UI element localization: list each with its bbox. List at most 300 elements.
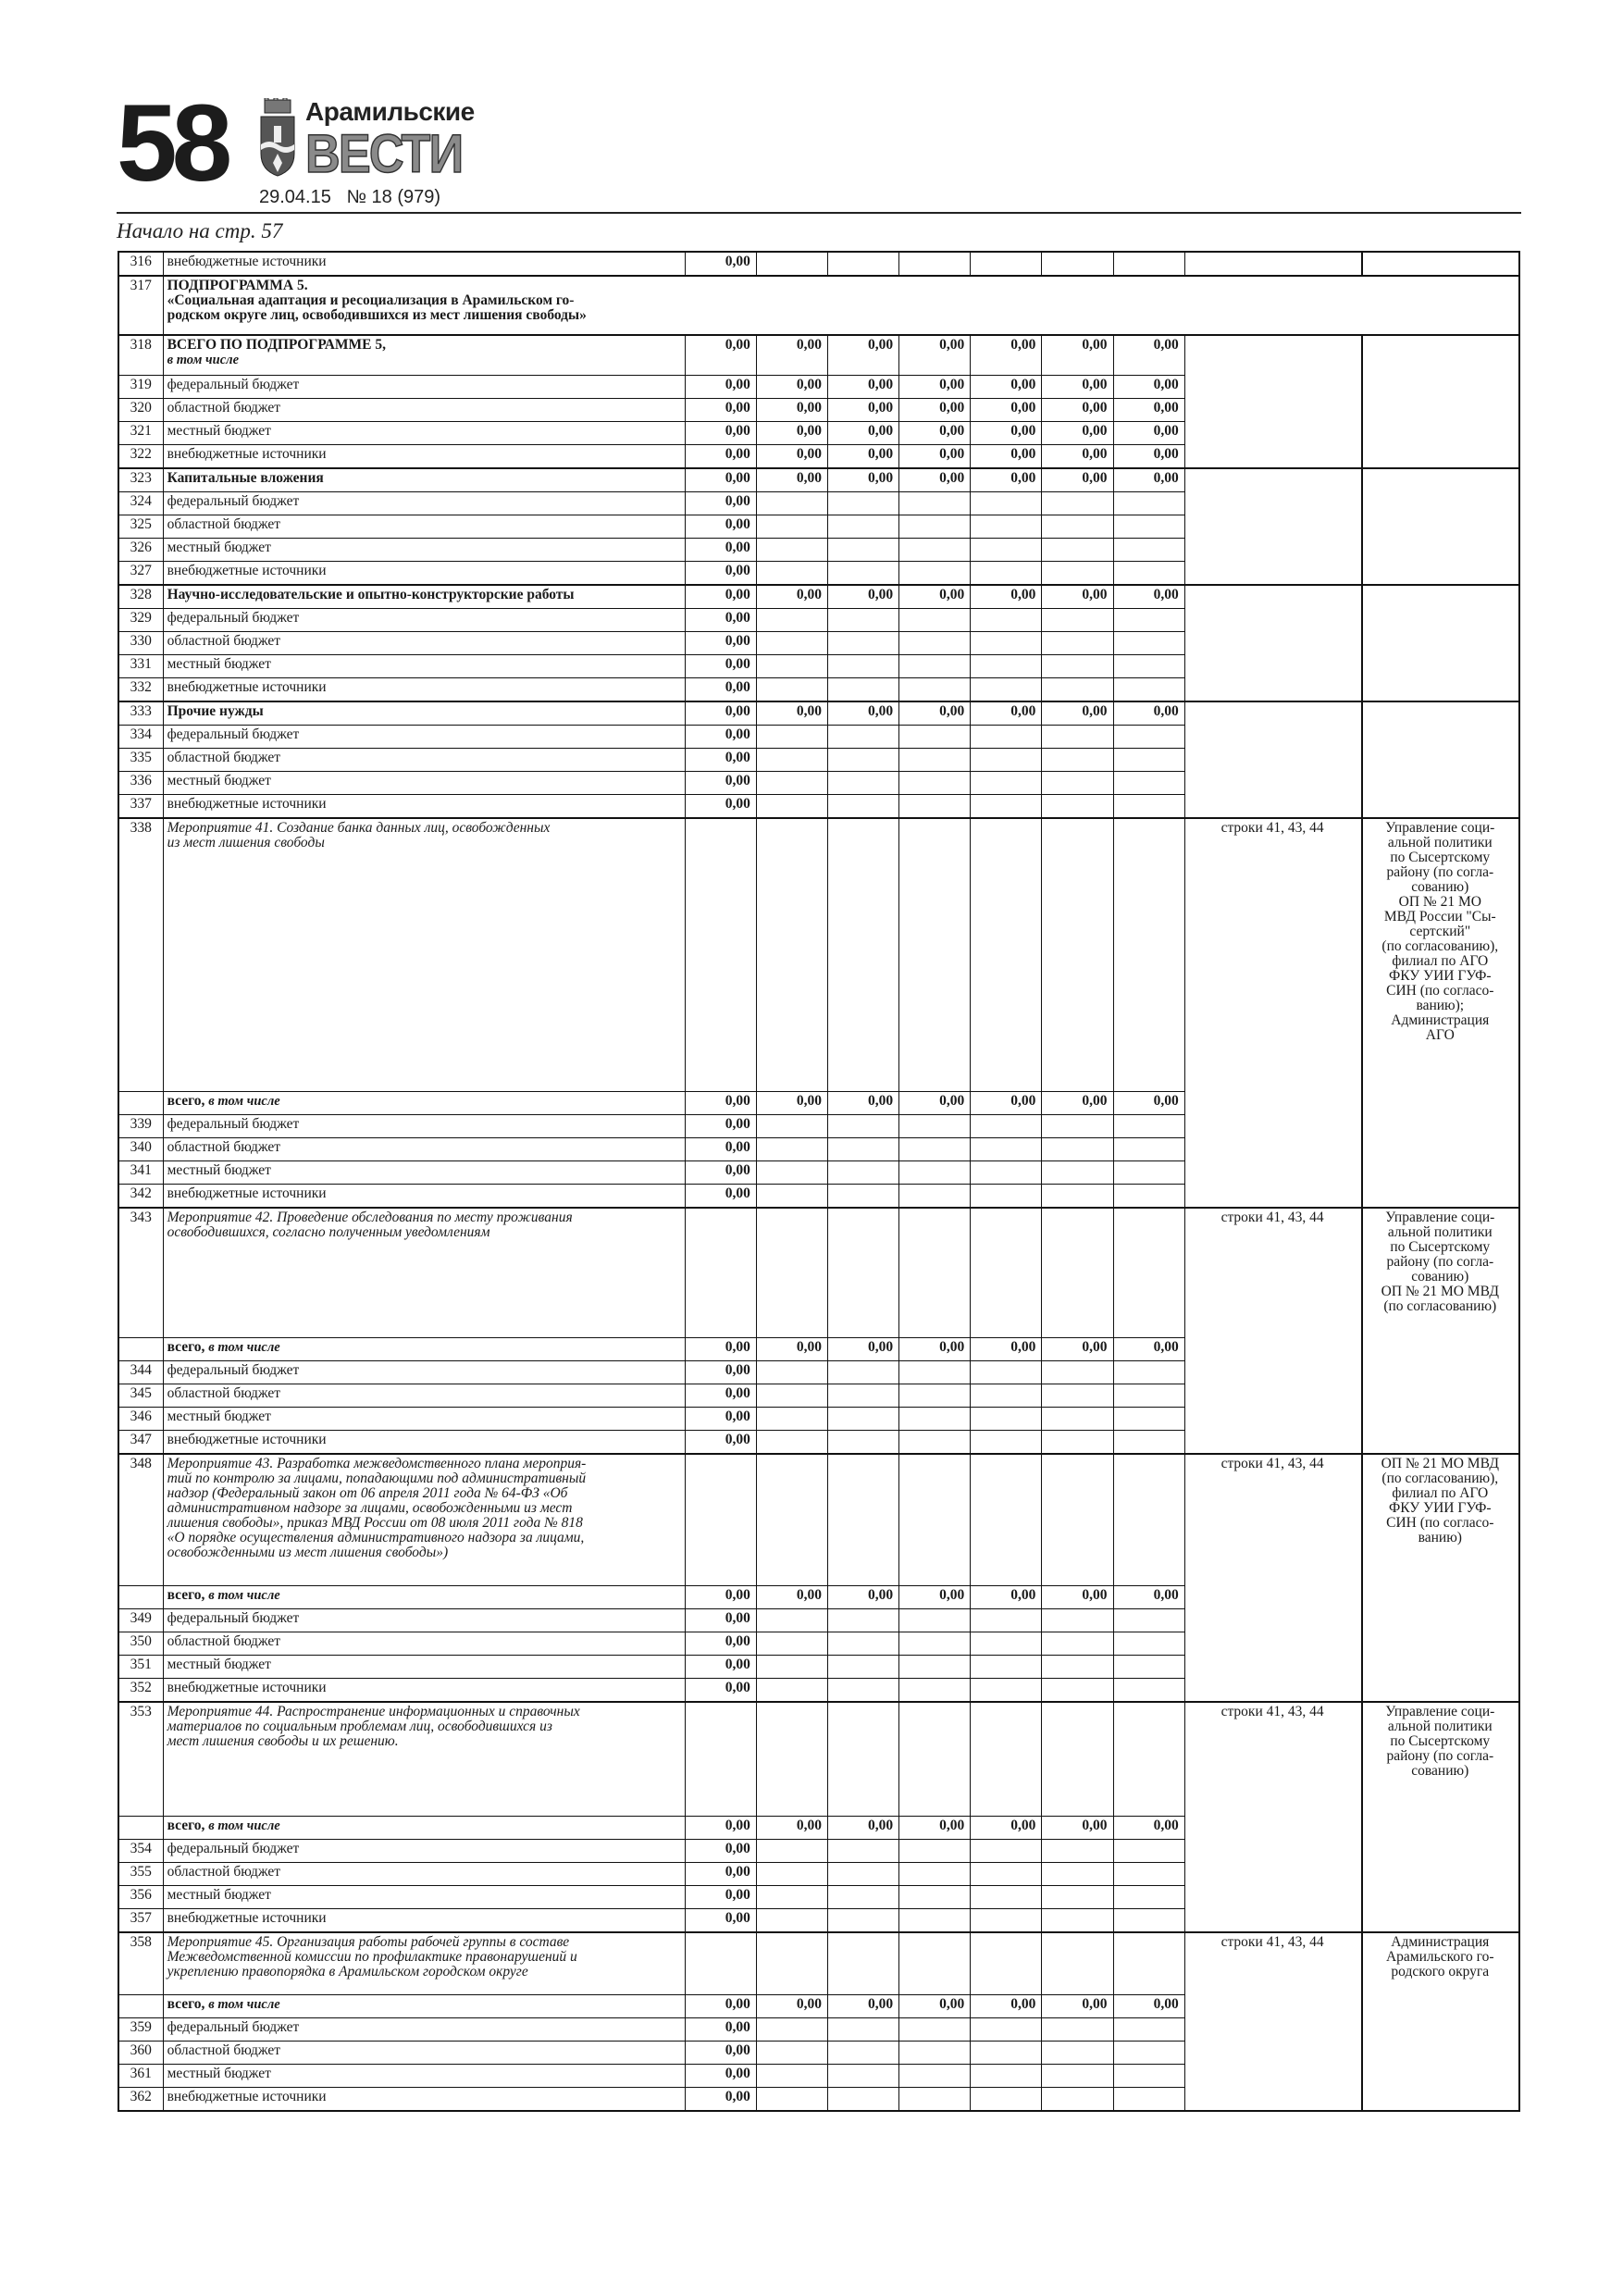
row-references (1184, 701, 1361, 818)
source-label: местный бюджет (167, 656, 271, 672)
amount-cell (1113, 1656, 1184, 1679)
row-number: 323 (118, 468, 163, 492)
row-number: 330 (118, 632, 163, 655)
amount-cell: 0,00 (1042, 445, 1113, 469)
row-number (118, 1338, 163, 1361)
row-label (163, 1840, 685, 1863)
measure-description: Мероприятие 42. Проведение обследования по месту проживания освободившихся, согласно полученным уведомлениям (167, 1210, 573, 1240)
amount-cell (899, 1361, 971, 1384)
table-row (118, 1702, 1519, 1817)
row-label (163, 655, 685, 678)
row-label (163, 1185, 685, 1209)
row-number: 360 (118, 2042, 163, 2065)
amount-cell: 0,00 (685, 1656, 756, 1679)
newspaper-logo (259, 98, 490, 183)
source-label: местный бюджет (167, 2066, 271, 2081)
amount-cell (971, 726, 1042, 749)
amount-cell: 0,00 (971, 1338, 1042, 1361)
row-label (163, 1995, 685, 2018)
section-label: Прочие нужды (167, 703, 264, 719)
source-label: областной бюджет (167, 1385, 281, 1401)
amount-cell (1113, 655, 1184, 678)
amount-cell: 0,00 (899, 1995, 971, 2018)
amount-cell (756, 749, 827, 772)
row-label (163, 1361, 685, 1384)
amount-cell: 0,00 (827, 468, 898, 492)
row-label (163, 818, 685, 1092)
amount-cell (756, 2088, 827, 2112)
amount-cell: 0,00 (685, 772, 756, 795)
row-label (163, 1702, 685, 1817)
amount-cell (899, 632, 971, 655)
amount-cell (827, 539, 898, 562)
total-sublabel: в том числе (208, 1588, 280, 1603)
amount-cell (827, 1863, 898, 1886)
amount-cell (971, 1431, 1042, 1455)
table-row (118, 252, 1519, 276)
total-label: всего, (167, 1587, 205, 1603)
row-label (163, 749, 685, 772)
amount-cell: 0,00 (685, 1185, 756, 1209)
amount-cell (756, 726, 827, 749)
row-number (118, 1817, 163, 1840)
amount-cell: 0,00 (827, 422, 898, 445)
amount-cell (1042, 562, 1113, 586)
amount-cell (1113, 1932, 1184, 1995)
source-label: местный бюджет (167, 540, 271, 555)
row-label (163, 1338, 685, 1361)
amount-cell: 0,00 (756, 1338, 827, 1361)
amount-cell (1113, 1679, 1184, 1703)
amount-cell (899, 1863, 971, 1886)
amount-cell (685, 1932, 756, 1995)
amount-cell: 0,00 (1113, 376, 1184, 399)
amount-cell (899, 1408, 971, 1431)
amount-cell (899, 2088, 971, 2112)
row-number (118, 1092, 163, 1115)
amount-cell: 0,00 (756, 1995, 827, 2018)
row-number: 350 (118, 1632, 163, 1656)
amount-cell (1042, 1384, 1113, 1408)
amount-cell (971, 1454, 1042, 1586)
section-label: ВСЕГО ПО ПОДПРОГРАММЕ 5, (167, 337, 386, 353)
source-label: федеральный бюджет (167, 377, 300, 392)
source-label: внебюджетные источники (167, 1185, 327, 1201)
amount-cell (899, 252, 971, 276)
row-number: 357 (118, 1909, 163, 1933)
table-row (118, 1932, 1519, 1995)
row-label (163, 1609, 685, 1632)
amount-cell (685, 1208, 756, 1338)
amount-cell (899, 1115, 971, 1138)
amount-cell (971, 655, 1042, 678)
row-label (163, 562, 685, 586)
row-number: 336 (118, 772, 163, 795)
amount-cell: 0,00 (756, 399, 827, 422)
amount-cell (971, 1840, 1042, 1863)
amount-cell: 0,00 (1042, 1586, 1113, 1609)
row-label (163, 276, 1519, 335)
amount-cell (971, 1886, 1042, 1909)
amount-cell (756, 515, 827, 539)
amount-cell: 0,00 (971, 445, 1042, 469)
amount-cell (756, 1454, 827, 1586)
amount-cell (756, 632, 827, 655)
amount-cell (971, 562, 1042, 586)
amount-cell (1042, 1161, 1113, 1185)
amount-cell (1042, 772, 1113, 795)
amount-cell (971, 1138, 1042, 1161)
amount-cell (1113, 1863, 1184, 1886)
amount-cell: 0,00 (1113, 1338, 1184, 1361)
amount-cell (1042, 1863, 1113, 1886)
amount-cell: 0,00 (685, 585, 756, 609)
amount-cell (1113, 1208, 1184, 1338)
amount-cell: 0,00 (971, 335, 1042, 376)
amount-cell (1113, 515, 1184, 539)
table-row (118, 818, 1519, 1092)
row-number: 338 (118, 818, 163, 1092)
amount-cell: 0,00 (827, 585, 898, 609)
row-label (163, 1431, 685, 1455)
section-label: Капитальные вложения (167, 470, 324, 486)
row-label (163, 468, 685, 492)
row-number: 318 (118, 335, 163, 376)
amount-cell (827, 632, 898, 655)
amount-cell (1042, 818, 1113, 1092)
amount-cell: 0,00 (685, 1863, 756, 1886)
amount-cell: 0,00 (1113, 445, 1184, 469)
amount-cell: 0,00 (971, 422, 1042, 445)
row-label (163, 772, 685, 795)
amount-cell: 0,00 (1113, 1995, 1184, 2018)
total-label: всего, (167, 1996, 205, 2012)
amount-cell: 0,00 (685, 1138, 756, 1161)
amount-cell: 0,00 (685, 492, 756, 515)
row-number: 320 (118, 399, 163, 422)
amount-cell (756, 1431, 827, 1455)
source-label: внебюджетные источники (167, 1910, 327, 1926)
amount-cell (971, 539, 1042, 562)
source-label: внебюджетные источники (167, 1432, 327, 1447)
amount-cell: 0,00 (685, 1338, 756, 1361)
amount-cell (1042, 1115, 1113, 1138)
row-number: 346 (118, 1408, 163, 1431)
amount-cell: 0,00 (1042, 399, 1113, 422)
amount-cell: 0,00 (1042, 1995, 1113, 2018)
amount-cell: 0,00 (1113, 399, 1184, 422)
source-label: федеральный бюджет (167, 2019, 300, 2035)
amount-cell (1042, 2042, 1113, 2065)
amount-cell (1113, 562, 1184, 586)
amount-cell (971, 632, 1042, 655)
amount-cell (971, 1185, 1042, 1209)
row-number: 356 (118, 1886, 163, 1909)
row-label (163, 1115, 685, 1138)
amount-cell (899, 1161, 971, 1185)
measure-description: Мероприятие 44. Распространение информационных и справочных материалов по социальным проблемам лиц, освободившихся из мест лишения свободы и их решению. (167, 1704, 580, 1749)
amount-cell (971, 1932, 1042, 1995)
row-label (163, 1632, 685, 1656)
section-label: Научно-исследовательские и опытно-конструкторские работы (167, 587, 575, 602)
amount-cell (827, 1138, 898, 1161)
amount-cell (1042, 1679, 1113, 1703)
amount-cell (899, 655, 971, 678)
amount-cell (971, 1208, 1042, 1338)
row-number: 322 (118, 445, 163, 469)
amount-cell (971, 1361, 1042, 1384)
amount-cell: 0,00 (685, 376, 756, 399)
amount-cell: 0,00 (1042, 1338, 1113, 1361)
amount-cell (1113, 2018, 1184, 2042)
row-label (163, 422, 685, 445)
amount-cell (1113, 1431, 1184, 1455)
row-number: 353 (118, 1702, 163, 1817)
source-label: местный бюджет (167, 1162, 271, 1178)
amount-cell (899, 2065, 971, 2088)
amount-cell (899, 492, 971, 515)
executor: ОП № 21 МО МВД (по согласованию), филиал по АГО ФКУ УИИ ГУФ- СИН (по согласо- ванию) (1362, 1454, 1519, 1702)
subprogram-subtitle: «Социальная адаптация и ресоциализация в Арамильском го- родском округе лиц, освободившихся из мест лишения свободы» (167, 292, 587, 323)
amount-cell (899, 1909, 971, 1933)
amount-cell (1113, 1840, 1184, 1863)
subprogram-title: ПОДПРОГРАММА 5. (167, 278, 308, 293)
amount-cell: 0,00 (685, 335, 756, 376)
source-label: областной бюджет (167, 516, 281, 532)
row-number: 324 (118, 492, 163, 515)
row-label (163, 376, 685, 399)
row-references (1184, 252, 1361, 276)
amount-cell (1113, 1609, 1184, 1632)
amount-cell (827, 749, 898, 772)
amount-cell: 0,00 (899, 585, 971, 609)
amount-cell: 0,00 (1113, 1092, 1184, 1115)
amount-cell (971, 1679, 1042, 1703)
row-number: 359 (118, 2018, 163, 2042)
amount-cell (971, 795, 1042, 819)
total-label: всего, (167, 1818, 205, 1833)
row-references (1184, 585, 1361, 701)
amount-cell (756, 1161, 827, 1185)
amount-cell (827, 1208, 898, 1338)
amount-cell (1042, 749, 1113, 772)
amount-cell: 0,00 (971, 585, 1042, 609)
amount-cell (685, 1702, 756, 1817)
row-label (163, 726, 685, 749)
amount-cell (971, 1863, 1042, 1886)
amount-cell (1042, 2088, 1113, 2112)
amount-cell: 0,00 (685, 399, 756, 422)
amount-cell: 0,00 (1113, 1586, 1184, 1609)
row-label (163, 492, 685, 515)
amount-cell (1113, 492, 1184, 515)
amount-cell (827, 1840, 898, 1863)
row-label (163, 1656, 685, 1679)
amount-cell: 0,00 (685, 1384, 756, 1408)
amount-cell (827, 1185, 898, 1209)
amount-cell (971, 1384, 1042, 1408)
amount-cell (756, 2018, 827, 2042)
amount-cell (756, 2065, 827, 2088)
amount-cell (899, 749, 971, 772)
issue-info: 29.04.15 № 18 (979) (259, 187, 441, 207)
amount-cell (1042, 1702, 1113, 1817)
amount-cell (827, 1932, 898, 1995)
amount-cell: 0,00 (899, 1092, 971, 1115)
amount-cell (971, 772, 1042, 795)
amount-cell (756, 539, 827, 562)
amount-cell (1113, 539, 1184, 562)
source-label: местный бюджет (167, 1887, 271, 1903)
amount-cell (827, 1609, 898, 1632)
source-label: федеральный бюджет (167, 493, 300, 509)
row-number: 342 (118, 1185, 163, 1209)
amount-cell: 0,00 (685, 1408, 756, 1431)
amount-cell (756, 795, 827, 819)
amount-cell (899, 1384, 971, 1408)
amount-cell (899, 1185, 971, 1209)
amount-cell: 0,00 (1042, 468, 1113, 492)
amount-cell (1113, 2065, 1184, 2088)
row-number: 358 (118, 1932, 163, 1995)
amount-cell: 0,00 (685, 1840, 756, 1863)
row-number: 344 (118, 1361, 163, 1384)
amount-cell (756, 1840, 827, 1863)
amount-cell: 0,00 (685, 655, 756, 678)
row-number: 335 (118, 749, 163, 772)
amount-cell (827, 1408, 898, 1431)
amount-cell: 0,00 (827, 1995, 898, 2018)
executor: Управление соци- альной политики по Сысертскому району (по согла- сованию) (1362, 1702, 1519, 1932)
amount-cell (971, 2042, 1042, 2065)
amount-cell (827, 609, 898, 632)
amount-cell (1042, 1408, 1113, 1431)
amount-cell (827, 1656, 898, 1679)
amount-cell (971, 609, 1042, 632)
amount-cell (756, 1863, 827, 1886)
amount-cell: 0,00 (685, 252, 756, 276)
amount-cell: 0,00 (685, 2042, 756, 2065)
amount-cell (756, 1679, 827, 1703)
amount-cell: 0,00 (971, 1092, 1042, 1115)
row-number: 327 (118, 562, 163, 586)
amount-cell (685, 818, 756, 1092)
continued-from-note: Начало на стр. 57 (117, 219, 283, 242)
amount-cell (899, 1609, 971, 1632)
amount-cell (1042, 655, 1113, 678)
amount-cell: 0,00 (685, 2018, 756, 2042)
amount-cell (1113, 1115, 1184, 1138)
amount-cell (827, 492, 898, 515)
brand-name-main: ВЕСТИ (305, 124, 463, 184)
row-number: 352 (118, 1679, 163, 1703)
amount-cell (1113, 1909, 1184, 1933)
row-label (163, 252, 685, 276)
row-label (163, 445, 685, 469)
amount-cell (756, 1609, 827, 1632)
amount-cell (899, 726, 971, 749)
row-label (163, 335, 685, 376)
amount-cell: 0,00 (899, 1338, 971, 1361)
measure-description: Мероприятие 43. Разработка межведомственного плана мероприя- тий по контролю за лицами, попадающими под административный надзор (Федеральный закон от 06 апреля 2011 года № 64-ФЗ «Об административном надзоре за лицами, освобожденными из мест лишения свободы», приказ МВД России от 08 июля 2011 года № 818 «О порядке осуществления административного надзора за лицами, освобожденными из мест лишения свободы») (167, 1456, 587, 1560)
amount-cell: 0,00 (971, 399, 1042, 422)
source-label: внебюджетные источники (167, 446, 327, 462)
amount-cell (899, 562, 971, 586)
amount-cell (899, 609, 971, 632)
amount-cell: 0,00 (827, 1817, 898, 1840)
amount-cell (971, 1115, 1042, 1138)
amount-cell (1042, 1886, 1113, 1909)
row-label (163, 1679, 685, 1703)
amount-cell (1113, 1138, 1184, 1161)
amount-cell: 0,00 (827, 1586, 898, 1609)
amount-cell (1042, 2065, 1113, 2088)
amount-cell (827, 655, 898, 678)
amount-cell (971, 1702, 1042, 1817)
amount-cell (827, 2018, 898, 2042)
amount-cell (1113, 1361, 1184, 1384)
amount-cell (899, 1632, 971, 1656)
row-label (163, 1384, 685, 1408)
row-number: 340 (118, 1138, 163, 1161)
amount-cell (1042, 1454, 1113, 1586)
amount-cell (1042, 795, 1113, 819)
amount-cell (1042, 1431, 1113, 1455)
amount-cell (1042, 2018, 1113, 2042)
amount-cell (827, 818, 898, 1092)
amount-cell (1042, 1208, 1113, 1338)
amount-cell: 0,00 (899, 335, 971, 376)
executor (1362, 468, 1519, 585)
amount-cell (899, 1702, 971, 1817)
amount-cell (827, 772, 898, 795)
row-references (1184, 468, 1361, 585)
amount-cell (1113, 1702, 1184, 1817)
amount-cell: 0,00 (756, 468, 827, 492)
amount-cell (756, 1115, 827, 1138)
amount-cell (971, 1408, 1042, 1431)
amount-cell (756, 1384, 827, 1408)
row-number (118, 1995, 163, 2018)
row-label (163, 609, 685, 632)
amount-cell (827, 1679, 898, 1703)
row-label (163, 1092, 685, 1115)
amount-cell: 0,00 (827, 701, 898, 726)
source-label: областной бюджет (167, 633, 281, 649)
amount-cell (971, 492, 1042, 515)
executor: Управление соци- альной политики по Сысертскому району (по согла- сованию) ОП № 21 МО МВД (по согласованию) (1362, 1208, 1519, 1454)
source-label: внебюджетные источники (167, 563, 327, 578)
row-number: 329 (118, 609, 163, 632)
amount-cell (899, 1886, 971, 1909)
total-sublabel: в том числе (208, 1818, 280, 1833)
executor (1362, 701, 1519, 818)
row-number: 328 (118, 585, 163, 609)
source-label: местный бюджет (167, 1657, 271, 1672)
row-label (163, 1817, 685, 1840)
amount-cell: 0,00 (685, 1609, 756, 1632)
amount-cell (1042, 609, 1113, 632)
amount-cell (899, 1932, 971, 1995)
amount-cell (1113, 2042, 1184, 2065)
amount-cell (685, 1454, 756, 1586)
row-label (163, 2065, 685, 2088)
amount-cell (971, 1656, 1042, 1679)
amount-cell: 0,00 (971, 1995, 1042, 2018)
amount-cell (899, 1208, 971, 1338)
amount-cell (899, 1656, 971, 1679)
amount-cell (1113, 2088, 1184, 2112)
